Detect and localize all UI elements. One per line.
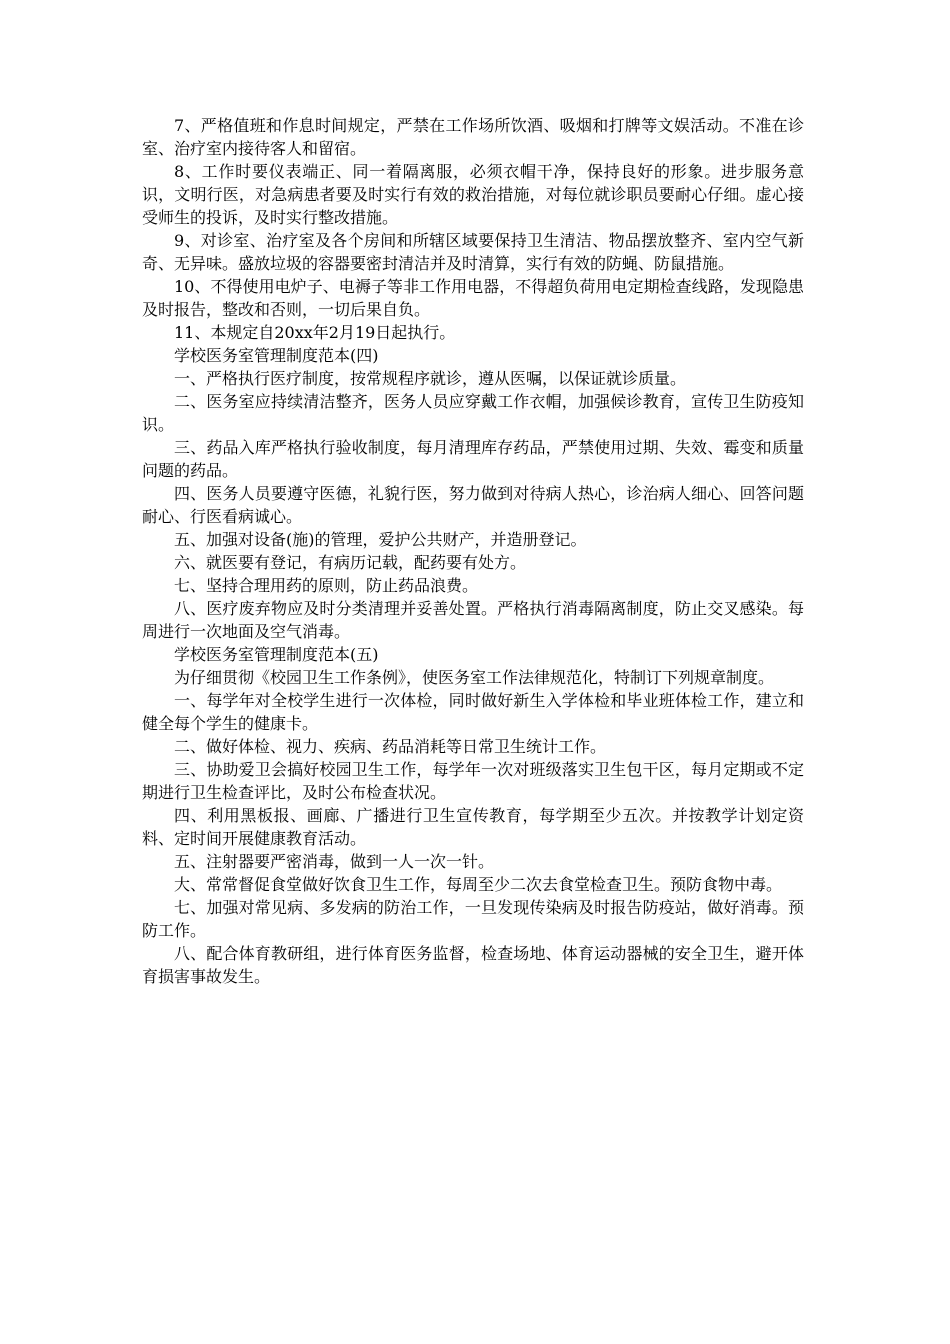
paragraph: 四、利用黑板报、画廊、广播进行卫生宣传教育，每学期至少五次。并按教学计划定资料、定时间开展健康教育活动。 bbox=[142, 806, 804, 848]
paragraph: 六、就医要有登记，有病历记载，配药要有处方。 bbox=[174, 553, 527, 572]
paragraph: 七、加强对常见病、多发病的防治工作，一旦发现传染病及时报告防疫站，做好消毒。预防工作。 bbox=[142, 898, 804, 940]
paragraph: 9、对诊室、治疗室及各个房间和所辖区域要保持卫生清洁、物品摆放整齐、室内空气新奇、无异味。盛放垃圾的容器要密封清洁并及时清算，实行有效的防蝇、防鼠措施。 bbox=[142, 231, 804, 273]
paragraph: 一、每学年对全校学生进行一次体检，同时做好新生入学体检和毕业班体检工作，建立和健全每个学生的健康卡。 bbox=[142, 691, 804, 733]
paragraph: 为仔细贯彻《校园卫生工作条例》，使医务室工作法律规范化，特制订下列规章制度。 bbox=[174, 668, 775, 687]
paragraph: 三、药品入库严格执行验收制度，每月清理库存药品，严禁使用过期、失效、霉变和质量问题的药品。 bbox=[142, 438, 804, 480]
paragraph: 五、加强对设备(施)的管理，爱护公共财产，并造册登记。 bbox=[174, 530, 587, 549]
paragraph: 10、不得使用电炉子、电褥子等非工作用电器，不得超负荷用电定期检查线路，发现隐患及时报告，整改和否则，一切后果自负。 bbox=[142, 277, 804, 319]
document-body bbox=[142, 114, 804, 988]
section-title: 学校医务室管理制度范本(四) bbox=[174, 346, 379, 365]
paragraph: 七、坚持合理用药的原则，防止药品浪费。 bbox=[174, 576, 479, 595]
paragraph: 四、医务人员要遵守医德，礼貌行医，努力做到对待病人热心，诊治病人细心、回答问题耐心、行医看病诚心。 bbox=[142, 484, 804, 526]
paragraph: 8、工作时要仪表端正、同一着隔离服，必须衣帽干净，保持良好的形象。进步服务意识，文明行医，对急病患者要及时实行有效的救治措施，对每位就诊职员要耐心仔细。虚心接受师生的投诉，及时实行整改措施。 bbox=[142, 162, 804, 227]
section-title: 学校医务室管理制度范本(五) bbox=[174, 645, 379, 664]
paragraph: 八、医疗废弃物应及时分类清理并妥善处置。严格执行消毒隔离制度，防止交叉感染。每周进行一次地面及空气消毒。 bbox=[142, 599, 804, 641]
paragraph: 一、严格执行医疗制度，按常规程序就诊，遵从医嘱，以保证就诊质量。 bbox=[174, 369, 687, 388]
paragraph: 7、严格值班和作息时间规定，严禁在工作场所饮酒、吸烟和打牌等文娱活动。不准在诊室、治疗室内接待客人和留宿。 bbox=[142, 116, 804, 158]
paragraph: 三、协助爱卫会搞好校园卫生工作，每学年一次对班级落实卫生包干区，每月定期或不定期进行卫生检查评比，及时公布检查状况。 bbox=[142, 760, 804, 802]
paragraph: 二、做好体检、视力、疾病、药品消耗等日常卫生统计工作。 bbox=[174, 737, 607, 756]
paragraph: 五、注射器要严密消毒，做到一人一次一针。 bbox=[174, 852, 495, 871]
paragraph: 二、医务室应持续清洁整齐，医务人员应穿戴工作衣帽，加强候诊教育，宣传卫生防疫知识。 bbox=[142, 392, 804, 434]
paragraph: 大、常常督促食堂做好饮食卫生工作，每周至少二次去食堂检查卫生。预防食物中毒。 bbox=[174, 875, 783, 894]
paragraph: 11、本规定自20xx年2月19日起执行。 bbox=[174, 323, 456, 342]
paragraph: 八、配合体育教研组，进行体育医务监督，检查场地、体育运动器械的安全卫生，避开体育损害事故发生。 bbox=[142, 944, 804, 986]
